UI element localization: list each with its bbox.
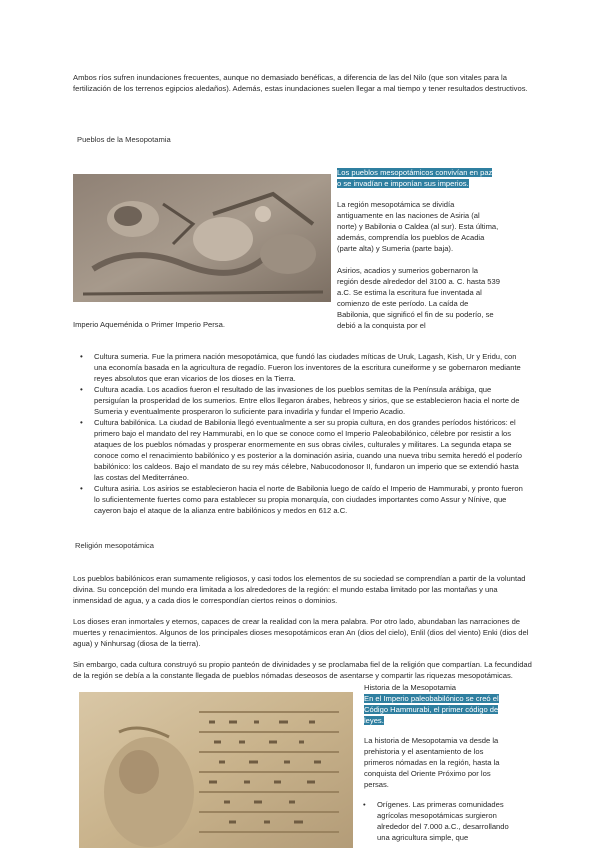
list-item: • Cultura babilónica. La ciudad de Babilonia llegó eventualmente a ser su propia cultura, en dos grandes períodos históricos: el primero bajo el mandato del rey Hammurabi, en lo que se conoce como el Imperio Paleobabilónico, célebre por resistir a los ataques de los pueblos nómadas y prosperar enormemente en sus obras civiles, culturales y militares. La segunda etapa se conoce como el renacimiento babilónico y es posterior a la dominación asiria, cuando una nueva tribu semita heredó el poderío babilónico: los caldeos. Bajo el mandato de su rey más célebre, Nabucodonosor II, fundaron un imperio que se extendió hasta las costas del Mediterráneo.	[76, 417, 526, 483]
origins-bullet	[377, 799, 517, 843]
section2-paragraph-3: Sin embargo, cada cultura construyó su propio panteón de divinidades y se proclamaba fiel de la religión que compartían. La fecundidad de la región se debía a la constante llegada de pueblos nómadas deseosos de asentarse y compartir las riquezas mesopotámicas.	[73, 660, 532, 680]
cuneiform-tablet-image	[79, 692, 353, 848]
history-label: Historia de la Mesopotamia	[364, 683, 457, 692]
section-heading-pueblos: Pueblos de la Mesopotamia	[77, 135, 171, 144]
list-item: • Cultura asiria. Los asirios se establecieron hacia el norte de Babilonia luego de caído el Imperio de Hammurabi, y pronto fueron lo suficientemente fuertes como para establecer su propia monarquía, con ciudades importantes como Assur y Nínive, que cayeron bajo el ataque de la alianza entre babilónicos y medos en 612 a.C.	[76, 483, 526, 516]
section2-paragraph-1: Los pueblos babilónicos eran sumamente religiosos, y casi todos los elementos de su sociedad se comprendían a partir de la voluntad divina. Su concepción del mundo era limitada a los alrededores de la región: el mundo estaba limitado por las montañas y una inmensidad de agua, y a cada dios le correspondían ciertos reinos o dominios.	[73, 574, 526, 605]
intro-paragraph: Ambos ríos sufren inundaciones frecuentes, aunque no demasiado benéficas, a diferencia de las del Nilo (que son vitales para la fertilización de los terrenos egipcios aledaños). Además, estas inundaciones suelen llegar a mal tiempo y tener resultados destructivos.	[73, 73, 528, 93]
cultures-list	[76, 351, 526, 516]
section1-paragraph-1: La región mesopotámica se dividía antiguamente en las naciones de Asiria (al norte) y Babilonia o Caldea (al sur). Esta última, además, comprendía los pueblos de Acadia (parte alta) y Sumeria (parte baja).	[337, 200, 499, 253]
tablet-illustration	[79, 692, 353, 848]
section2-paragraph-4: La historia de Mesopotamia va desde la prehistoria y el asentamiento de los primeros nómadas en la región, hasta la conquista del Oriente Próximo por los persas.	[364, 736, 500, 789]
section2-paragraph-2: Los dioses eran inmortales y eternos, capaces de crear la realidad con la mera palabra. Por otro lado, abundaban las narraciones de muertes y renacimientos. Algunos de los principales dioses mesopotámicos eran An (dios del cielo), Enlil (dios del viento) Enki (dios del agua) y Ninhursag (diosa de la tierra).	[73, 617, 529, 648]
origins-text: Las primeras comunidades agrícolas mesopotámicas surgieron alrededor del 7.000 a.C., desarrollando una agricultura simple, que	[377, 800, 509, 842]
section1-paragraph-2-continued: Imperio Aqueménida o Primer Imperio Persa.	[73, 320, 225, 329]
section-heading-religion: Religión mesopotámica	[75, 541, 154, 550]
lion-hunt-relief-image	[73, 174, 331, 302]
list-item: • Cultura acadia. Los acadios fueron el resultado de las invasiones de los pueblos semitas de la Península arábiga, que persiguían la prosperidad de los sumerios. Entre ellos llegaron árabes, hebreos y sirios, que se establecieron hacia el norte de Sumeria y eventualmente prosperaron lo suficiente para invadirla y fundar el Imperio Acadio.	[76, 384, 526, 417]
section2-highlight	[364, 693, 514, 726]
section1-highlight	[337, 167, 497, 189]
section1-highlight-text: Los pueblos mesopotámicos convivían en paz o se invadían e imponían sus imperios.	[337, 168, 493, 188]
section2-highlight-text: En el Imperio paleobabilónico se creó el Código Hammurabi, el primer código de leyes.	[364, 694, 499, 725]
section1-paragraph-2: Asirios, acadios y sumerios gobernaron la región desde alrededor del 3100 a. C. hasta 539 a.C. Se estima la escritura fue inventada al comienzo de este período. La caída de Babilonia, que significó el fin de su poderío, se debió a la conquista por el	[337, 266, 500, 330]
relief-illustration	[73, 174, 331, 302]
list-item: • Cultura sumeria. Fue la primera nación mesopotámica, que fundó las ciudades míticas de Uruk, Lagash, Kish, Ur y Eridu, con una economía basada en la agricultura de regadío. Fueron los inventores de la escritura cuneiforme y se gobernaron mediante reyes absolutos que eran vicarios de los dioses en la Tierra.	[76, 351, 526, 384]
origins-label: Orígenes.	[377, 800, 411, 809]
